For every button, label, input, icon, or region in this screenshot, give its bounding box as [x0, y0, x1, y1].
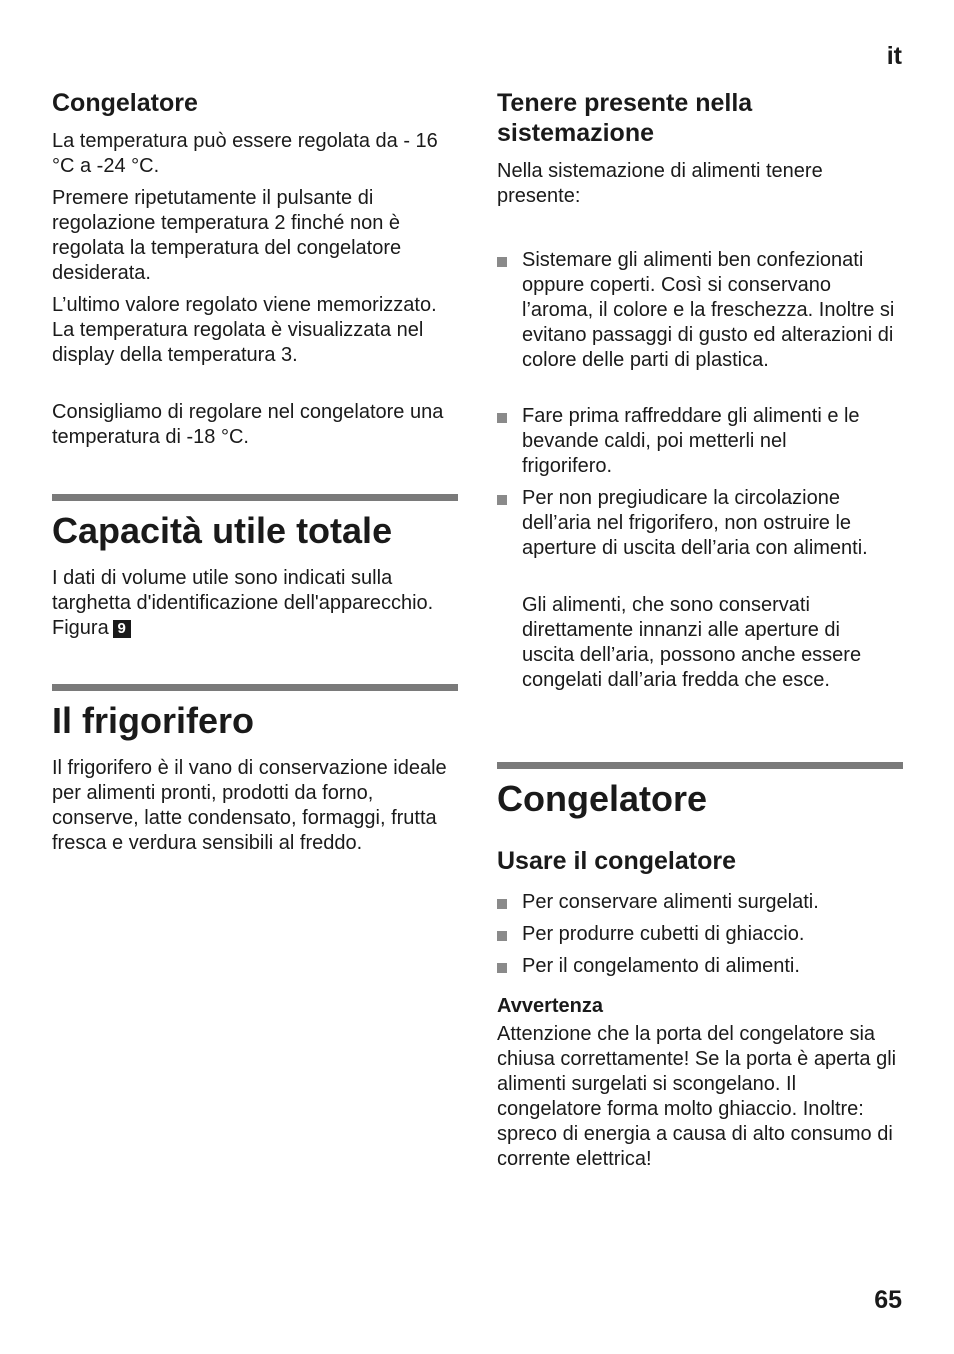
- congelatore-bullet-list: [497, 890, 903, 979]
- paragraph: Consigliamo di regolare nel congelatore una temperatura di -18 °C.: [52, 401, 444, 448]
- section-divider: [497, 762, 903, 769]
- section-divider: [52, 494, 458, 501]
- warning-text: Attenzione che la porta del congelatore sia chiusa correttamente! Se la porta è aperta gli alimenti surgelati si scongelano. Il congelatore forma molto ghiaccio. Inoltre: spreco di energia a causa di alto consumo di corrente elettrica!: [497, 1023, 897, 1170]
- section-title-tenere: Tenere presente nella sistemazione: [497, 89, 753, 147]
- warning-title: Avvertenza: [497, 995, 603, 1017]
- bullet-note: Gli alimenti, che sono conservati direttamente innanzi alle aperture di uscita dell’aria, possono anche essere congelati dall’aria fredda che esce.: [522, 594, 862, 691]
- paragraph: Premere ripetutamente il pulsante di regolazione temperatura 2 finché non è regolata la temperatura del congelatore desiderata.: [52, 187, 402, 284]
- list-item: Per il congelamento di alimenti.: [497, 954, 903, 979]
- list-item: Per produrre cubetti di ghiaccio.: [497, 922, 903, 947]
- bullet-icon: [497, 495, 507, 505]
- section-title-congelatore: Congelatore: [52, 89, 198, 117]
- paragraph: Nella sistemazione di alimenti tenere presente:: [497, 160, 823, 207]
- bullet-icon: [497, 257, 507, 267]
- tenere-bullet-list: [497, 404, 903, 479]
- bullet-icon: [497, 899, 507, 909]
- bullet-icon: [497, 413, 507, 423]
- section-title-congelatore-right: Congelatore: [497, 778, 708, 819]
- paragraph: [52, 566, 452, 641]
- list-item: Per conservare alimenti surgelati.: [497, 890, 903, 915]
- tenere-bullet-list: [497, 486, 903, 561]
- capacita-text: I dati di volume utile sono indicati sulla targhetta d'identificazione dell'apparecchio. Figura: [52, 567, 434, 639]
- section-divider: [52, 684, 458, 691]
- paragraph: Il frigorifero è il vano di conservazione ideale per alimenti pronti, prodotti da forno, conserve, latte condensato, formaggi, frutta fresca e verdura sensibili al freddo.: [52, 757, 447, 854]
- figure-ref-badge: 9: [113, 620, 131, 638]
- bullet-icon: [497, 963, 507, 973]
- language-tag: it: [886, 42, 902, 70]
- section-title-frigorifero: Il frigorifero: [52, 700, 255, 741]
- subsection-title-usare: Usare il congelatore: [497, 847, 736, 875]
- list-item: Per non pregiudicare la circolazione dell’aria nel frigorifero, non ostruire le aperture di uscita dell’aria con alimenti.: [497, 486, 887, 561]
- page-number: 65: [874, 1286, 902, 1314]
- section-title-capacita: Capacità utile totale: [52, 510, 393, 551]
- paragraph: La temperatura può essere regolata da - 16 °C a -24 °C.: [52, 130, 438, 177]
- list-item: Sistemare gli alimenti ben confezionati oppure coperti. Così si conservano l’aroma, il colore e la freschezza. Inoltre si evitano passaggi di gusto ed alterazioni di colore delle parti di plastica.: [497, 248, 903, 373]
- list-item: Fare prima raffreddare gli alimenti e le bevande caldi, poi metterli nel frigorifero.: [497, 404, 867, 479]
- tenere-bullet-list: [497, 248, 903, 373]
- bullet-icon: [497, 931, 507, 941]
- paragraph: L’ultimo valore regolato viene memorizzato. La temperatura regolata è visualizzata nel display della temperatura 3.: [52, 294, 437, 366]
